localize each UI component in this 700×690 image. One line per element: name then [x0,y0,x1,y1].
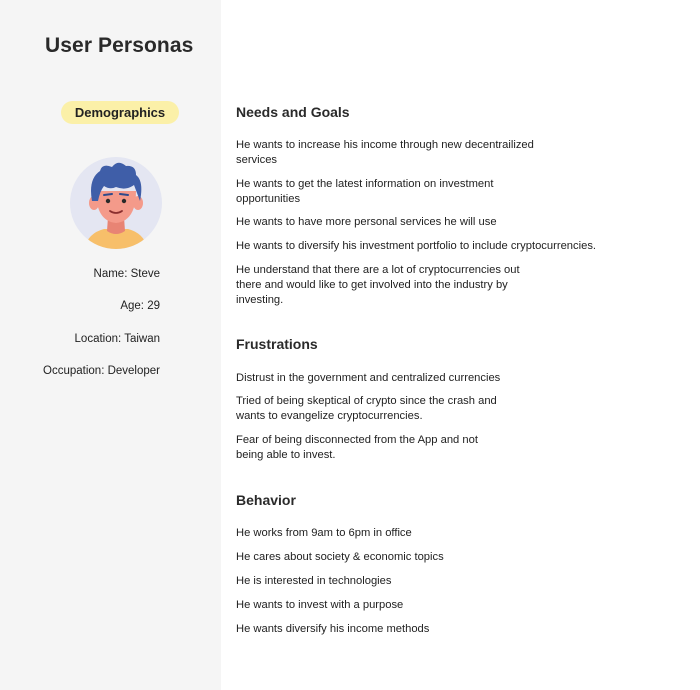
demographics-badge: Demographics [61,101,179,124]
frustration-item: Tried of being skeptical of crypto since the crash and wants to evangelize cryptocurrencies. [236,395,497,422]
needs-item: He wants to have more personal services he will use [236,216,497,228]
behavior-item: He wants diversify his income methods [236,623,430,635]
behavior-item: He works from 9am to 6pm in office [236,527,412,539]
persona-occupation: Occupation: Developer [43,365,160,377]
behavior-heading: Behavior [236,492,296,508]
male-avatar-icon [70,157,162,249]
needs-item: He wants to get the latest information on investment opportunities [236,178,494,205]
avatar-illustration [70,157,162,249]
persona-location: Location: Taiwan [74,333,160,345]
persona-name: Name: Steve [93,268,160,280]
needs-item: He wants to diversify his investment portfolio to include cryptocurrencies. [236,240,597,252]
frustration-item: Fear of being disconnected from the App and not being able to invest. [236,434,478,461]
needs-item: He wants to increase his income through new decentrailized services [236,139,534,166]
page-title: User Personas [45,34,194,57]
behavior-item: He is interested in technologies [236,575,392,587]
frustration-item: Distrust in the government and centralized currencies [236,372,501,384]
behavior-item: He cares about society & economic topics [236,551,444,563]
persona-age: Age: 29 [120,300,160,312]
behavior-item: He wants to invest with a purpose [236,599,404,611]
needs-item: He understand that there are a lot of cryptocurrencies out there and would like to get involved into the industry by investing. [236,264,520,306]
frustrations-heading: Frustrations [236,336,318,352]
needs-goals-heading: Needs and Goals [236,104,350,120]
